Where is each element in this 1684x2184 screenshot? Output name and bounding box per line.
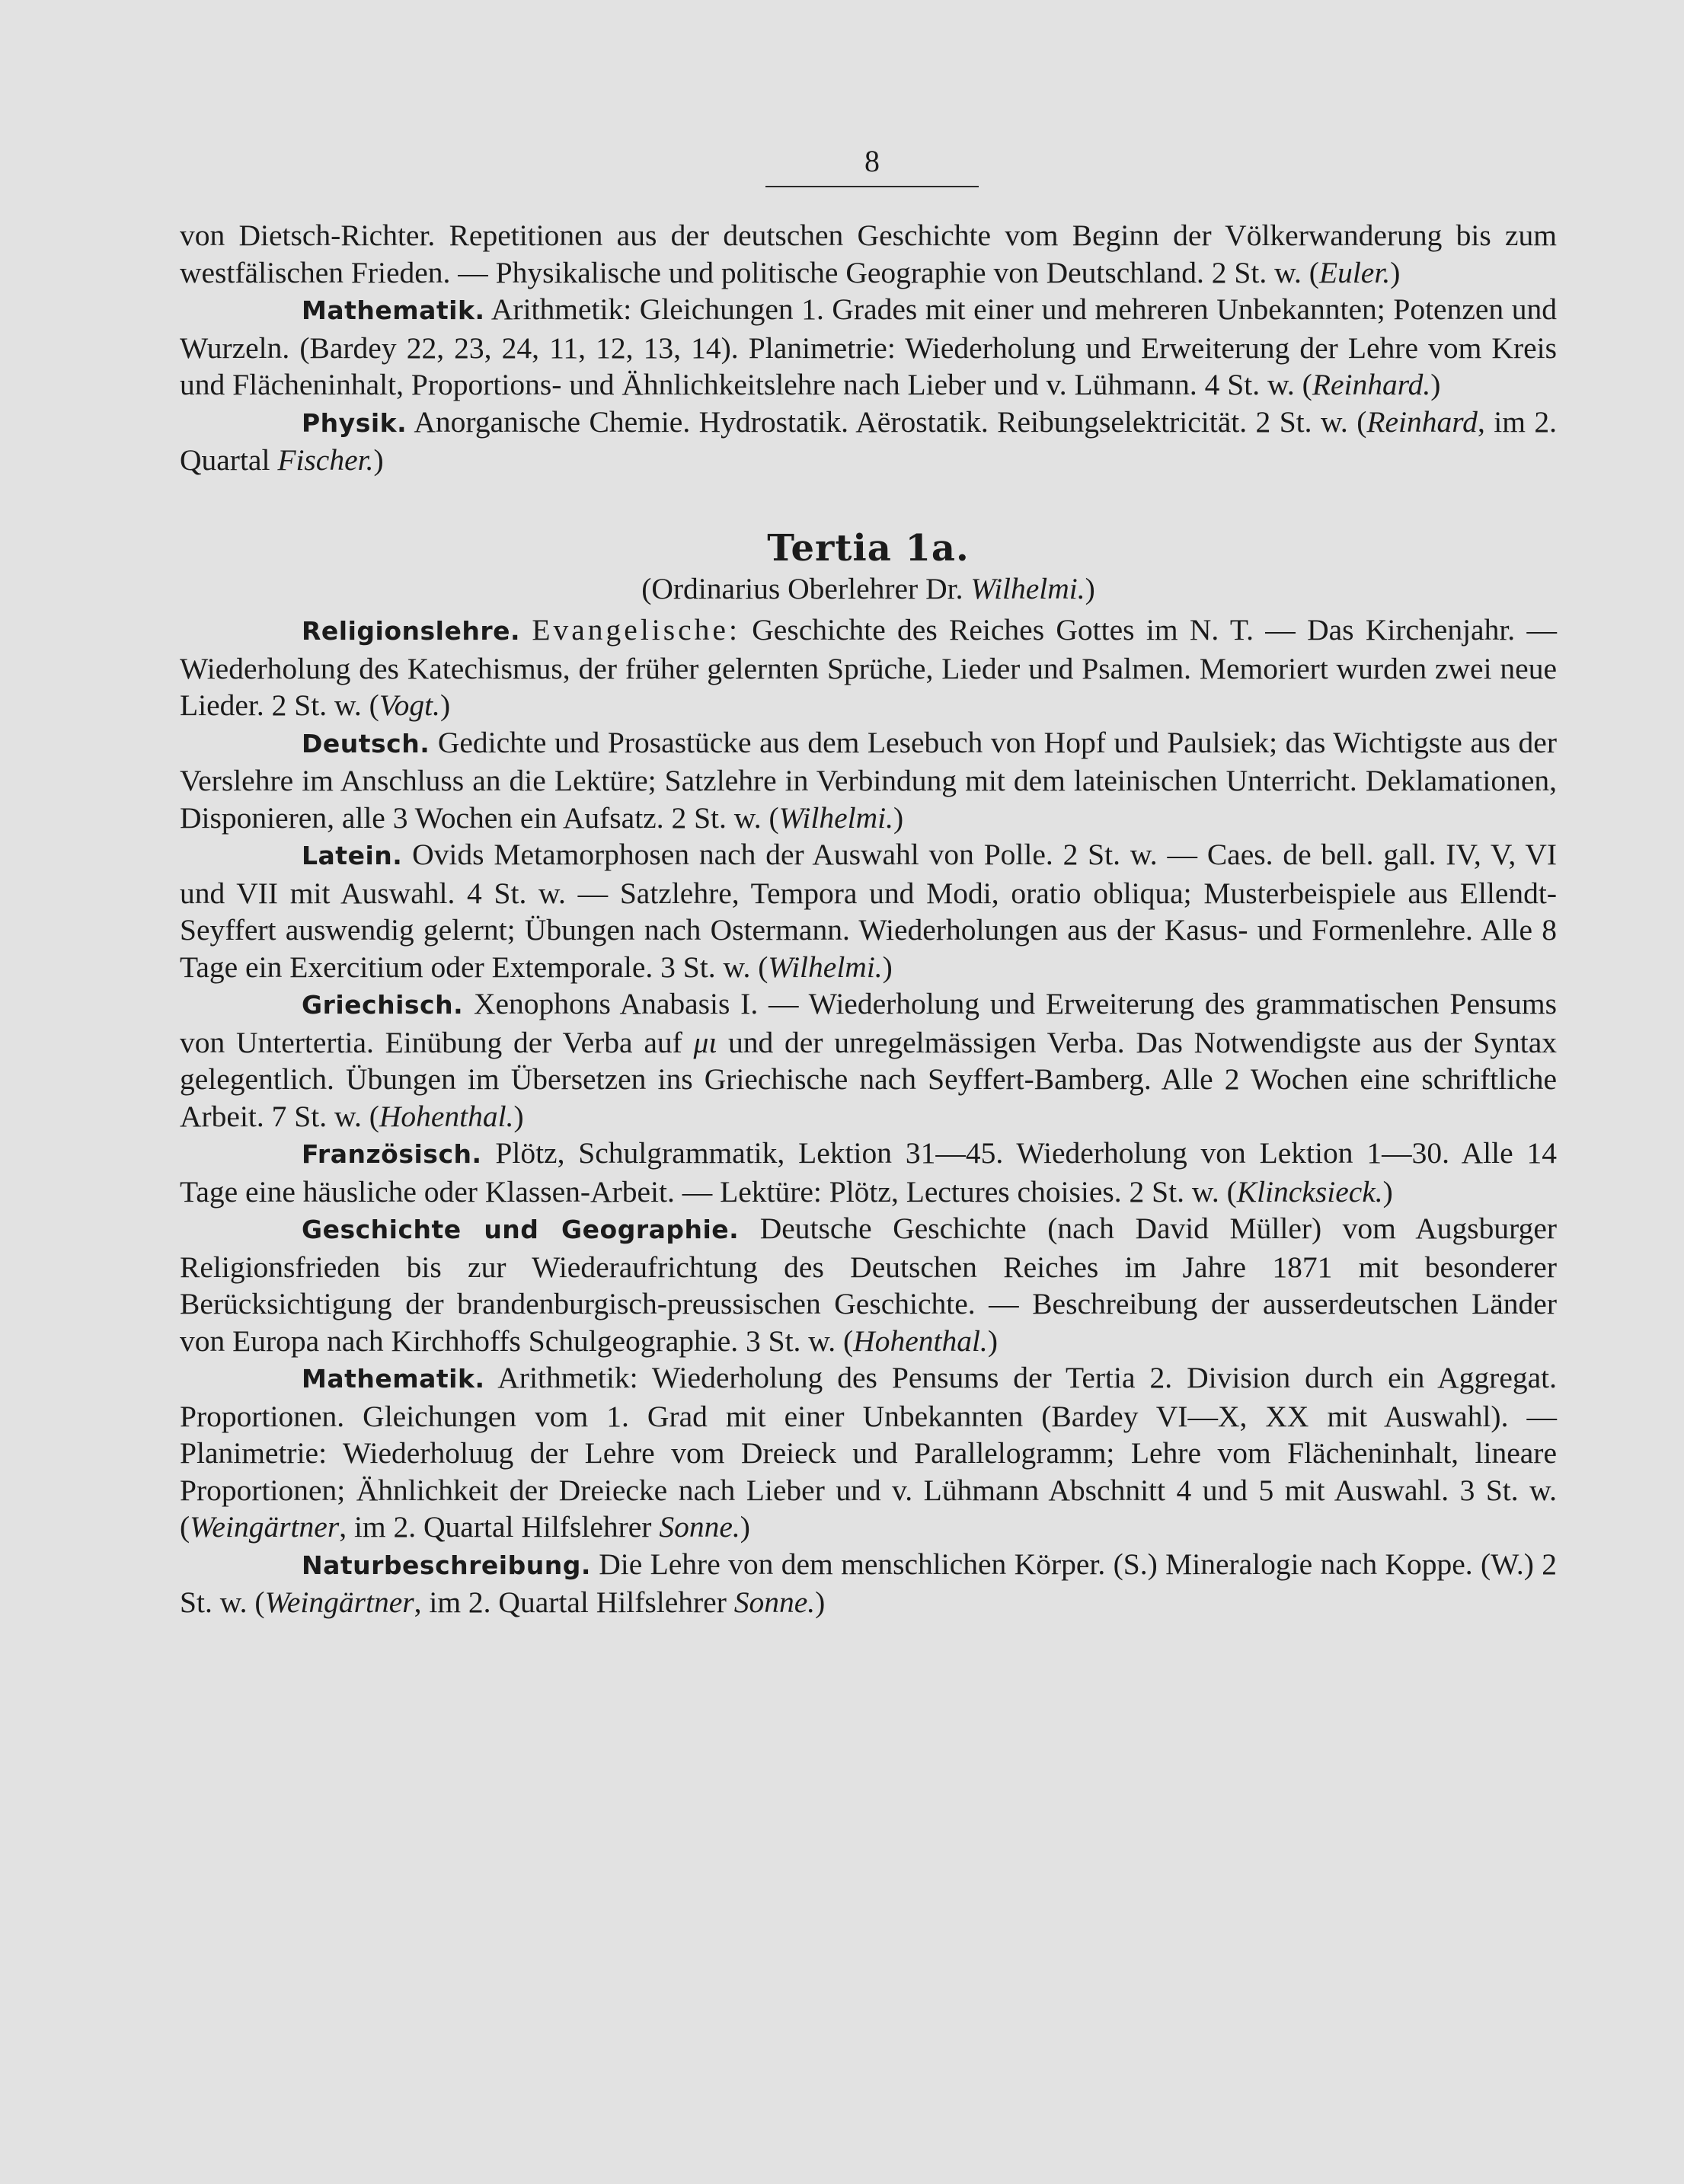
paragraph-religionslehre bbox=[180, 611, 1557, 724]
subject-heading: Französisch. bbox=[302, 1139, 482, 1169]
text-run: Plötz, Schulgrammatik, Lektion 31—45. Wiederholung von Lektion 1—30. Alle 14 Tage eine häusliche oder Klassen-Arbeit. — Lektüre: Plötz, Lectures choisies. 2 St. w. ( bbox=[180, 1136, 1557, 1209]
text-run: Anorganische Chemie. Hydrostatik. Aërostatik. Reibungselektricität. 2 St. w. ( bbox=[407, 404, 1367, 439]
body-text bbox=[180, 217, 1557, 1621]
text-run: Gedichte und Prosastücke aus dem Lesebuch von Hopf und Paulsiek; das Wichtigste aus der Verslehre im Anschluss an die Lektüre; Satzlehre in Verbindung mit dem lateinischen Unterricht. Deklamationen, Disponieren, alle 3 Wochen ein Aufsatz. 2 St. w. ( bbox=[180, 725, 1557, 835]
paragraph-deutsch bbox=[180, 724, 1557, 837]
text-run: ) bbox=[987, 1323, 998, 1358]
paragraph-mathematik-prev bbox=[180, 291, 1557, 404]
text-run: , im 2. Quartal Hilfslehrer bbox=[339, 1510, 660, 1544]
text-run: Deutsche Geschichte (nach David Müller) vom Augsburger Religionsfrieden bis zur Wiederaufrichtung des Deutschen Reiches im Jahre 1871 mit besonderer Berücksichtigung der brandenburgisch-preussischen Geschichte. — Beschreibung der ausserdeutschen Länder von Europa nach Kirchhoffs Schulgeographie. 3 St. w. ( bbox=[180, 1212, 1558, 1358]
paragraph-naturbeschreibung bbox=[180, 1546, 1557, 1621]
spaced-text: Evangelische: bbox=[532, 613, 740, 647]
page-number: 8 bbox=[864, 144, 880, 178]
text-run: ) bbox=[373, 443, 384, 477]
subject-heading: Griechisch. bbox=[302, 990, 464, 1020]
text-run: Xenophons Anabasis I. — Wiederholung und Erweiterung des grammatischen Pensums von Untertertia. Einübung der Verba auf bbox=[180, 987, 1557, 1059]
teacher-name: Euler. bbox=[1318, 255, 1391, 289]
text-run: von Dietsch-Richter. Repetitionen aus der deutschen Geschichte vom Beginn der Völkerwanderung bis zum westfälischen Frieden. — Physikalische und politische Geographie von Deutschland. 2 St. w. ( bbox=[180, 219, 1557, 289]
teacher-name: Fischer. bbox=[277, 443, 374, 477]
intro-paragraph bbox=[180, 217, 1557, 291]
text-run: ) bbox=[1390, 255, 1401, 289]
subject-heading: Geschichte und Geographie. bbox=[302, 1215, 740, 1244]
text-run: ) bbox=[882, 950, 893, 984]
text-run: (Ordinarius Oberlehrer Dr. bbox=[641, 571, 971, 605]
subject-heading: Physik. bbox=[302, 407, 407, 438]
section-title: Tertia 1a. bbox=[767, 526, 970, 570]
text-run: Arithmetik: Wiederholung des Pensums der Tertia 2. Division durch ein Aggregat. Proportionen. Gleichungen vom 1. Grad mit einer Unbekannten (Bardey VI—X, XX mit Auswahl). — Planimetrie: Wiederholuug der Lehre vom Dreieck und Parallelogramm; Lehre vom Flächeninhalt, lineare Proportionen; Ähnlichkeit der Dreiecke nach Lieber und v. Lühmann Abschnitt 4 und 5 mit Auswahl. 3 St. w. ( bbox=[180, 1361, 1557, 1544]
subject-heading: Religionslehre. bbox=[302, 616, 521, 646]
text-run: ) bbox=[1430, 368, 1441, 401]
teacher-name: Hohenthal. bbox=[853, 1323, 988, 1358]
text-run: , im 2. Quartal Hilfslehrer bbox=[414, 1585, 734, 1619]
paragraph-mathematik bbox=[180, 1359, 1557, 1546]
teacher-name: Hohenthal. bbox=[379, 1099, 514, 1133]
teacher-name: Wilhelmi. bbox=[778, 800, 893, 835]
teacher-name: Wilhelmi. bbox=[768, 950, 883, 984]
greek-text: μι bbox=[693, 1025, 717, 1059]
section-subtitle bbox=[180, 570, 1557, 608]
paragraph-physik bbox=[180, 404, 1557, 479]
teacher-name: Weingärtner bbox=[190, 1510, 340, 1544]
text-run: ) bbox=[1382, 1174, 1393, 1209]
paragraph-griechisch bbox=[180, 985, 1557, 1135]
subject-heading: Naturbeschreibung. bbox=[302, 1550, 591, 1580]
text-run: ) bbox=[1085, 571, 1095, 605]
header-rule bbox=[765, 186, 979, 187]
paragraph-geschichte bbox=[180, 1210, 1557, 1359]
text-run: ) bbox=[815, 1585, 826, 1619]
subject-heading: Mathematik. bbox=[302, 295, 485, 325]
text-run: ) bbox=[439, 688, 451, 722]
teacher-name: Sonne. bbox=[659, 1510, 740, 1544]
subject-heading: Latein. bbox=[302, 841, 403, 870]
subject-heading: Deutsch. bbox=[302, 728, 430, 758]
text-run: Ovids Metamorphosen nach der Auswahl von Polle. 2 St. w. — Caes. de bell. gall. IV, V, VI und VII mit Auswahl. 4 St. w. — Satzlehre, Tempora und Modi, oratio obliqua; Musterbeispiele aus Ellendt-Seyffert auswendig gelernt; Übungen nach Ostermann. Wiederholungen aus der Kasus- und Formenlehre. Alle 8 Tage ein Exercitium oder Extemporale. 3 St. w. ( bbox=[180, 838, 1557, 984]
teacher-name: Sonne. bbox=[733, 1585, 816, 1619]
text-run: ) bbox=[740, 1510, 750, 1544]
paragraph-franzoesisch bbox=[180, 1135, 1557, 1210]
teacher-name: Reinhard bbox=[1366, 404, 1478, 439]
paragraph-latein bbox=[180, 836, 1557, 985]
text-run: Die Lehre von dem menschlichen Körper. (S.) Mineralogie nach Koppe. (W.) 2 St. w. ( bbox=[180, 1547, 1557, 1619]
teacher-name: Weingärtner bbox=[264, 1585, 414, 1619]
text-run: ) bbox=[513, 1099, 524, 1133]
text-run: Arithmetik: Gleichungen 1. Grades mit einer und mehreren Unbekannten; Potenzen und Wurzeln. (Bardey 22, 23, 24, 11, 12, 13, 14). Planimetrie: Wiederholung und Erweiterung der Lehre vom Kreis und Flächeninhalt, Proportions- und Ähnlichkeitslehre nach Lieber und v. Lühmann. 4 St. w. ( bbox=[180, 292, 1557, 401]
text-run: Geschichte des Reiches Gottes im N. T. — Das Kirchenjahr. — Wiederholung des Katechismus, der früher gelernten Sprüche, Lieder und Psalmen. Memoriert wurden zwei neue Lieder. 2 St. w. ( bbox=[180, 613, 1557, 722]
teacher-name: Vogt. bbox=[379, 688, 440, 722]
teacher-name: Reinhard. bbox=[1312, 368, 1431, 401]
text-run: , im 2. Quartal bbox=[180, 404, 1557, 477]
text-run: ) bbox=[893, 800, 904, 835]
subject-heading: Mathematik. bbox=[302, 1364, 485, 1394]
text-run: und der unregelmässigen Verba. Das Notwendigste aus der Syntax gelegentlich. Übungen im Übersetzen ins Griechische nach Seyffert-Bamberg. Alle 2 Wochen eine schriftliche Arbeit. 7 St. w. ( bbox=[180, 1025, 1557, 1133]
teacher-name: Klincksieck. bbox=[1236, 1174, 1383, 1209]
teacher-name: Wilhelmi. bbox=[970, 571, 1085, 605]
